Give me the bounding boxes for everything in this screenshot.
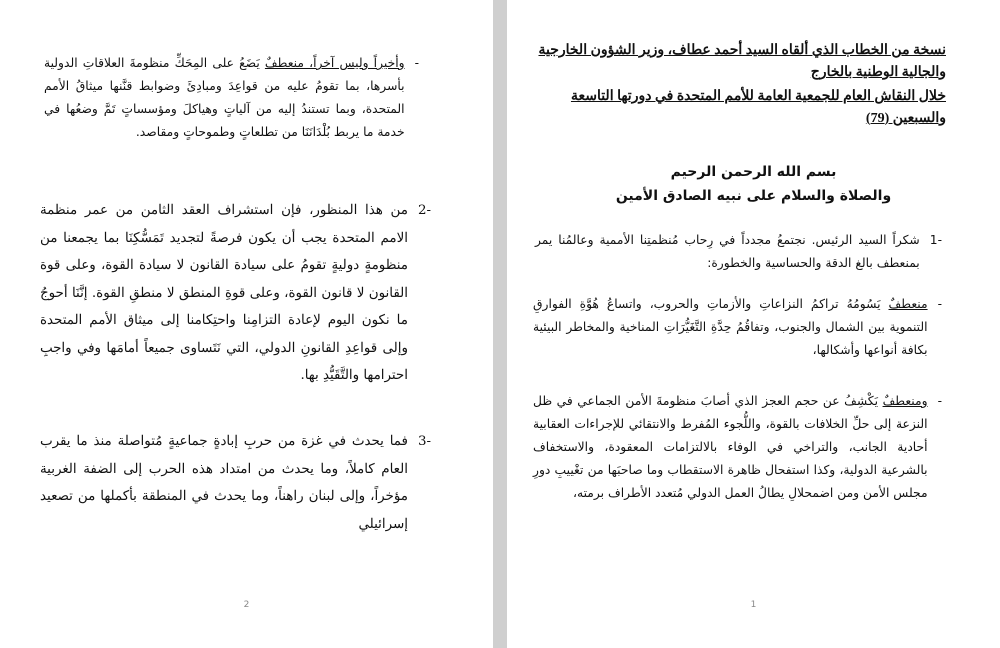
document-page-2	[0, 0, 493, 648]
page-number: 1	[750, 600, 757, 610]
bullet-text: يَسُومُهُ تراكمُ النزاعاتِ والأزماتِ والحروب، واتساعُ هُوَّةِ الفوارقِ التنموية بين الشمال والجنوب، وتفاقُمُ حِدَّةِ التَّغَيُّرَاتِ المناخية والمخاطر البيئية بكافة أنواعها وأشكالها،	[533, 297, 928, 357]
paragraph-1	[535, 229, 942, 275]
bullet-text: يَضَعُ على المِحَكِّ منظومةَ العلاقاتِ الدولية بأسرها، بما تقومُ عليه من قواعِدَ ومبادِئَ وضوابط قنَّنها ميثاقُ الأمم المتحدة، وبما تستندُ إليه من آلياتٍ وهياكلَ ومؤسساتٍ تَمَّ وضعُها في خدمة ما يربط بُلْدَانَنَا من تطلعاتٍ وطموحاتٍ ومقاصد.	[44, 56, 405, 139]
paragraph-number: -2	[417, 203, 431, 218]
paragraph-text: من هذا المنظور، فإن استشراف العقد الثامن من عمر منظمة الامم المتحدة يجب أن يكون فرصةً لتجديد تَمَسُّكِنَا بما يجمعنا من منظومةٍ دوليةٍ تقومُ على سيادة القانون لا سيادة القوة، وعلى قوة القانون لا قانون القوة، وعلى قوةِ المنطق لا منطقِ القوة. إنَّنَا أحوجُ ما نكون اليوم لإعادة التزامِنا واحتِكامنا إلى ميثاق الأمم المتحدة وإلى قواعِدِ القانونِ الدولي، التي نَتَساوى جميعاً أمامَها وفي واجبِ احترامها والتَّقَيُّدِ بها.	[40, 203, 408, 383]
header-title: نسخة من الخطاب الذي ألقاه السيد أحمد عطاف، وزير الشؤون الخارجية والجالية الوطنية بالخارج	[538, 43, 946, 80]
document-header	[529, 40, 946, 130]
page-gutter	[493, 0, 507, 648]
document-page-1	[507, 0, 1000, 648]
bullet-marker: -	[414, 56, 419, 70]
basmala	[507, 160, 1000, 208]
bullet-text: يَكْشِفُ عن حجم العجز الذي أصابَ منظومةَ الأمن الجماعي في ظل النزعة إلى حلِّ الخلافات بالقوة، واللُّجوء المُفرط والانتقائي للإجراءات العقابية أحادية الجانب، والتراخي في الوفاء بالالتزامات المعقودة، والاستخفاف بالشرعية الدولية، وكذا استفحال ظاهرة الاستقطاب وما صاحبَها من تغْييبِ دورِ مجلس الأمن ومن اضمحلالِ يطالُ العمل الدولي مُتعدد الأطراف برمته،	[533, 394, 928, 500]
bullet-lead: منعطفٌ	[888, 297, 928, 311]
paragraph-number: -1	[929, 233, 942, 247]
paragraph-3	[40, 428, 431, 538]
page-number: 2	[243, 600, 250, 610]
bullet-marker: -	[937, 297, 942, 311]
bullet-lead: وأخيراً وليس آخراً، منعطفٌ	[264, 56, 405, 70]
paragraph-text: شكراً السيد الرئيس. نجتمعُ مجدداً في رِحاب مُنظمتِنا الأممية وعالمُنا يمر بمنعطف بالغ الدقة والحساسية والخطورة:	[535, 233, 920, 270]
bullet-lead: ومنعطفٌ	[882, 394, 928, 408]
header-subtitle: خلال النقاش العام للجمعية العامة للأمم المتحدة في دورتها التاسعة والسبعين (79)	[570, 89, 946, 126]
basmala-line-1: بسم الله الرحمن الرحيم	[670, 164, 837, 180]
bullet-marker: -	[937, 394, 942, 408]
bullet-item-turning-point-1	[533, 293, 942, 362]
paragraph-2	[40, 197, 431, 390]
bullet-item-turning-point-2	[533, 390, 942, 505]
bullet-item-finally	[44, 52, 419, 144]
paragraph-number: -3	[417, 434, 431, 449]
paragraph-text: فما يحدث في غزة من حربِ إبادةٍ جماعيةٍ مُتواصلة منذ ما يقرب العام كاملاً، وما يحدث من امتداد هذه الحرب إلى الضفة الغربية مؤخراً، وإلى لبنان راهناً، وما يحدث في المنطقة بأكملها من تصعيد إسرائيلي	[40, 434, 408, 532]
basmala-line-2: والصلاة والسلام على نبيه الصادق الأمين	[615, 188, 892, 204]
